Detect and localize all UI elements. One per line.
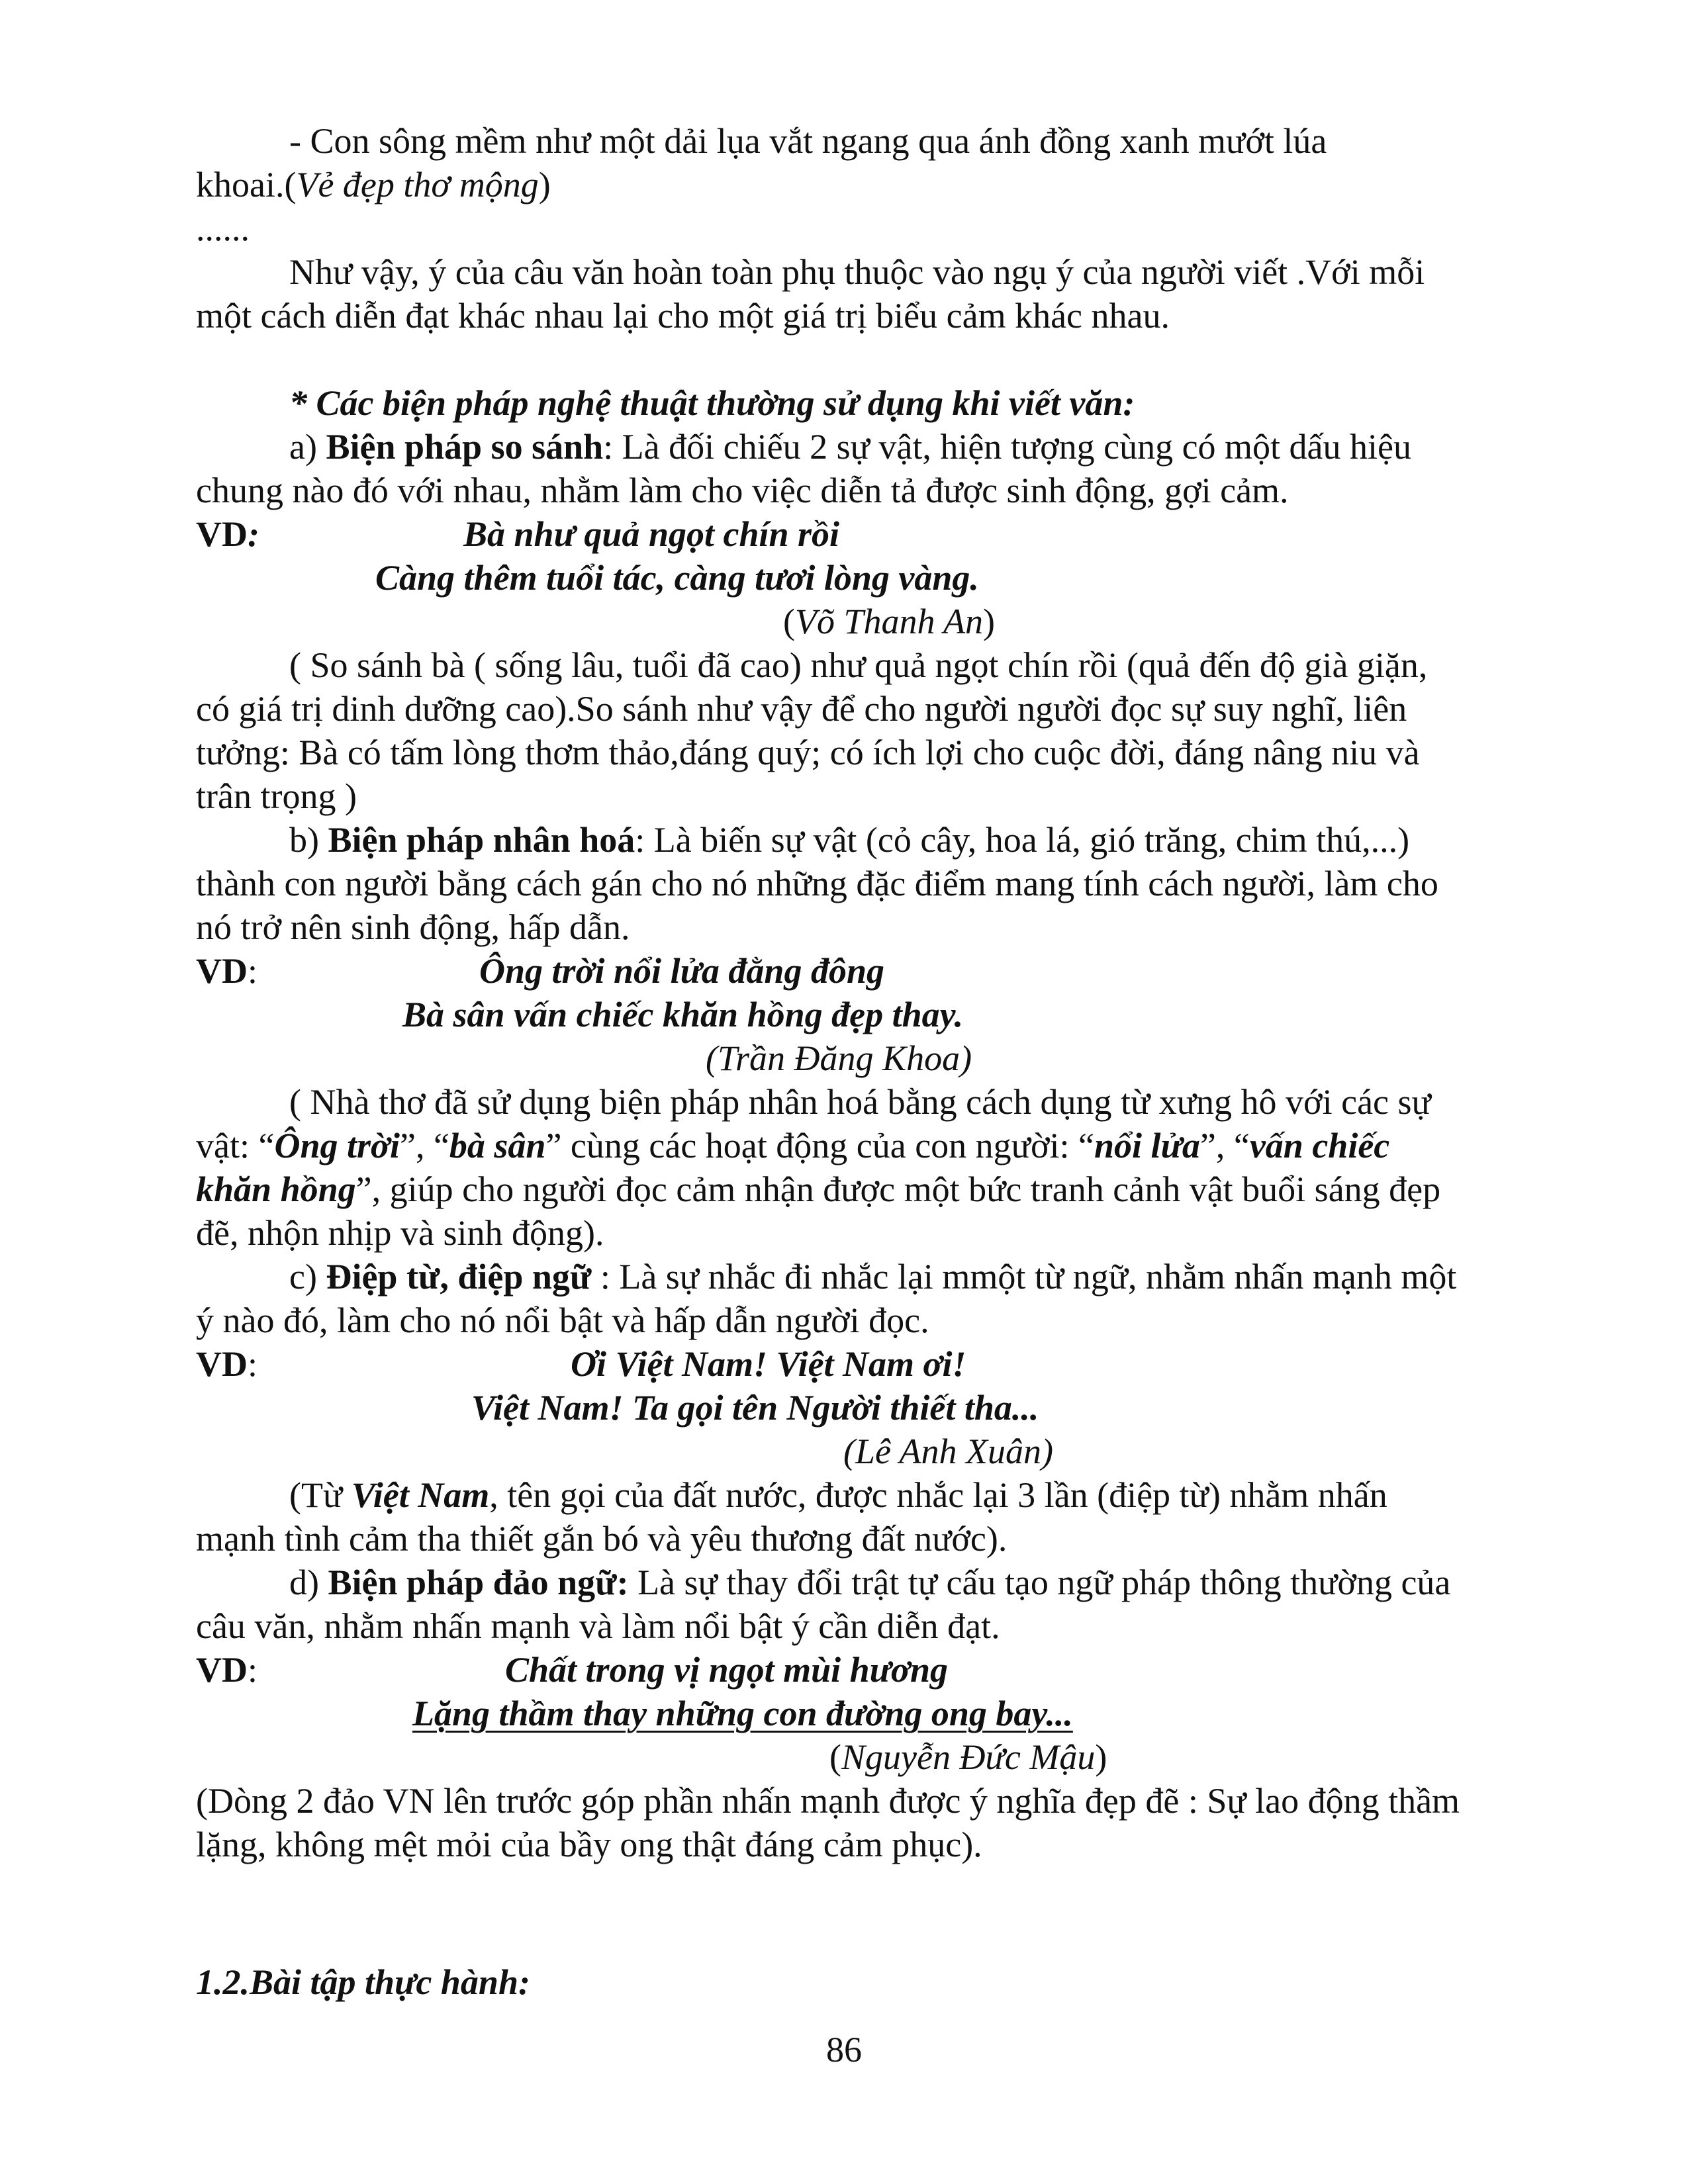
text-line: ( So sánh bà ( sống lâu, tuổi đã cao) như quả ngọt chín rồi (quả đến độ già giặn, bbox=[289, 645, 1428, 685]
term-bold: Biện pháp nhân hoá bbox=[328, 820, 635, 860]
text-run: ”, giúp cho người đọc cảm nhận được một bức tranh cảnh vật buổi sáng đẹp bbox=[355, 1169, 1441, 1209]
text-line: trân trọng ) bbox=[196, 776, 357, 816]
text-run: ”, “ bbox=[1199, 1126, 1250, 1165]
text-line: nó trở nên sinh động, hấp dẫn. bbox=[196, 907, 630, 947]
example-label: VD bbox=[196, 1650, 248, 1690]
text-line: thành con người bằng cách gán cho nó những đặc điểm mang tính cách người, làm cho bbox=[196, 864, 1438, 903]
term-bold: Điệp từ, điệp ngữ bbox=[326, 1257, 592, 1297]
poem-line: Chất trong vị ngọt mùi hương bbox=[505, 1650, 949, 1690]
text-line bbox=[0, 1255, 1688, 1298]
text-run: d) bbox=[289, 1563, 328, 1602]
quoted-term: bà sân bbox=[449, 1126, 546, 1165]
example-label: VD bbox=[196, 951, 248, 991]
text-line: mạnh tình cảm tha thiết gắn bó và yêu thương đất nước). bbox=[196, 1519, 1008, 1559]
text-run: ( bbox=[783, 602, 795, 641]
text-line: câu văn, nhằm nhấn mạnh và làm nổi bật ý cần diễn đạt. bbox=[196, 1606, 1000, 1646]
term-bold: Biện pháp đảo ngữ: bbox=[328, 1563, 629, 1602]
poem-line: Ông trời nổi lửa đằng đông bbox=[479, 951, 884, 991]
poem-line: Càng thêm tuổi tác, càng tươi lòng vàng. bbox=[375, 558, 979, 598]
text-line bbox=[0, 1473, 1688, 1517]
example-line bbox=[0, 1342, 1688, 1386]
poem-line: Bà như quả ngọt chín rồi bbox=[463, 514, 840, 554]
text-line: ý nào đó, làm cho nó nổi bật và hấp dẫn người đọc. bbox=[196, 1300, 929, 1340]
text-line: Như vậy, ý của câu văn hoàn toàn phụ thuộc vào ngụ ý của người viết .Với mỗi bbox=[289, 252, 1425, 292]
text-run: , tên gọi của đất nước, được nhắc lại 3 lần (điệp từ) nhằm nhấn bbox=[489, 1475, 1387, 1515]
text-line bbox=[0, 425, 1688, 469]
poem-line-underlined: Lặng thầm thay những con đường ong bay... bbox=[412, 1694, 1073, 1733]
text-run: ” cùng các hoạt động của con người: “ bbox=[545, 1126, 1094, 1165]
text-line: ...... bbox=[196, 208, 250, 248]
text-run: : Là biến sự vật (cỏ cây, hoa lá, gió trăng, chim thú,...) bbox=[635, 820, 1410, 860]
text-run: : Là đối chiếu 2 sự vật, hiện tượng cùng có một dấu hiệu bbox=[603, 427, 1411, 467]
term-bold: Biện pháp so sánh bbox=[326, 427, 604, 467]
text-run: : Là sự nhắc đi nhắc lại mmột từ ngữ, nhằm nhấn mạnh một bbox=[591, 1257, 1457, 1297]
example-label: VD bbox=[196, 514, 248, 554]
poem-author bbox=[0, 1735, 1688, 1779]
example-line bbox=[0, 1648, 1688, 1692]
poem-author: (Trần Đăng Khoa) bbox=[706, 1038, 972, 1078]
text-run: c) bbox=[289, 1257, 326, 1297]
page-number: 86 bbox=[826, 2030, 862, 2070]
exercise-heading: 1.2.Bài tập thực hành: bbox=[196, 1962, 530, 2002]
text-run: khoai.( bbox=[196, 165, 297, 205]
text-line: ( Nhà thơ đã sử dụng biện pháp nhân hoá bằng cách dụng từ xưng hô với các sự bbox=[289, 1082, 1431, 1122]
quoted-term: khăn hồng bbox=[196, 1169, 356, 1209]
poem-author bbox=[0, 600, 1688, 643]
poem-line: Việt Nam! Ta gọi tên Người thiết tha... bbox=[471, 1388, 1039, 1428]
text-line bbox=[0, 1124, 1688, 1167]
example-colon: : bbox=[248, 1650, 258, 1690]
text-line bbox=[0, 1561, 1688, 1604]
text-line: có giá trị dinh dưỡng cao).So sánh như vậy để cho người người đọc sự suy nghĩ, liên bbox=[196, 689, 1407, 729]
text-line: đẽ, nhộn nhịp và sinh động). bbox=[196, 1213, 604, 1253]
text-line: tưởng: Bà có tấm lòng thơm thảo,đáng quý; có ích lợi cho cuộc đời, đáng nâng niu và bbox=[196, 733, 1420, 772]
text-line: - Con sông mềm như một dải lụa vắt ngang qua ánh đồng xanh mướt lúa bbox=[289, 121, 1327, 161]
example-line bbox=[0, 949, 1688, 993]
author-name: Nguyễn Đức Mậu bbox=[841, 1737, 1096, 1777]
quoted-term: nổi lửa bbox=[1094, 1126, 1200, 1165]
quoted-term: Ông trời bbox=[274, 1126, 400, 1165]
text-run: b) bbox=[289, 820, 328, 860]
poem-line: Bà sân vấn chiếc khăn hồng đẹp thay. bbox=[402, 995, 964, 1034]
text-run: Là sự thay đổi trật tự cấu tạo ngữ pháp thông thường của bbox=[628, 1563, 1451, 1602]
poem-author: (Lê Anh Xuân) bbox=[843, 1432, 1053, 1471]
text-run: vật: “ bbox=[196, 1126, 275, 1165]
quoted-term: vấn chiếc bbox=[1249, 1126, 1390, 1165]
text-run: ( bbox=[829, 1737, 841, 1777]
text-run: ) bbox=[538, 165, 551, 205]
text-run: ) bbox=[1095, 1737, 1107, 1777]
text-line: (Dòng 2 đảo VN lên trước góp phần nhấn mạnh được ý nghĩa đẹp đẽ : Sự lao động thầm bbox=[196, 1781, 1460, 1821]
text-run: ”, “ bbox=[399, 1126, 449, 1165]
example-line bbox=[0, 512, 1688, 556]
text-line: lặng, không mệt mỏi của bầy ong thật đáng cảm phục). bbox=[196, 1825, 982, 1864]
quoted-term: Việt Nam bbox=[351, 1475, 490, 1515]
example-colon: : bbox=[248, 514, 259, 554]
example-colon: : bbox=[248, 951, 258, 991]
text-line bbox=[0, 163, 1688, 206]
text-line bbox=[0, 1167, 1688, 1211]
text-run: (Từ bbox=[289, 1475, 352, 1515]
text-line: một cách diễn đạt khác nhau lại cho một giá trị biểu cảm khác nhau. bbox=[196, 296, 1170, 336]
text-line bbox=[0, 818, 1688, 862]
text-run: a) bbox=[289, 427, 326, 467]
text-run-italic: Vẻ đẹp thơ mộng bbox=[296, 165, 539, 205]
text-run: ) bbox=[983, 602, 995, 641]
text-line: chung nào đó với nhau, nhằm làm cho việc diễn tả được sinh động, gợi cảm. bbox=[196, 471, 1289, 510]
example-colon: : bbox=[248, 1344, 258, 1384]
author-name: Võ Thanh An bbox=[794, 602, 984, 641]
example-label: VD bbox=[196, 1344, 248, 1384]
poem-line: Ơi Việt Nam! Việt Nam ơi! bbox=[571, 1344, 966, 1384]
section-heading: * Các biện pháp nghệ thuật thường sử dụng khi viết văn: bbox=[289, 383, 1135, 423]
